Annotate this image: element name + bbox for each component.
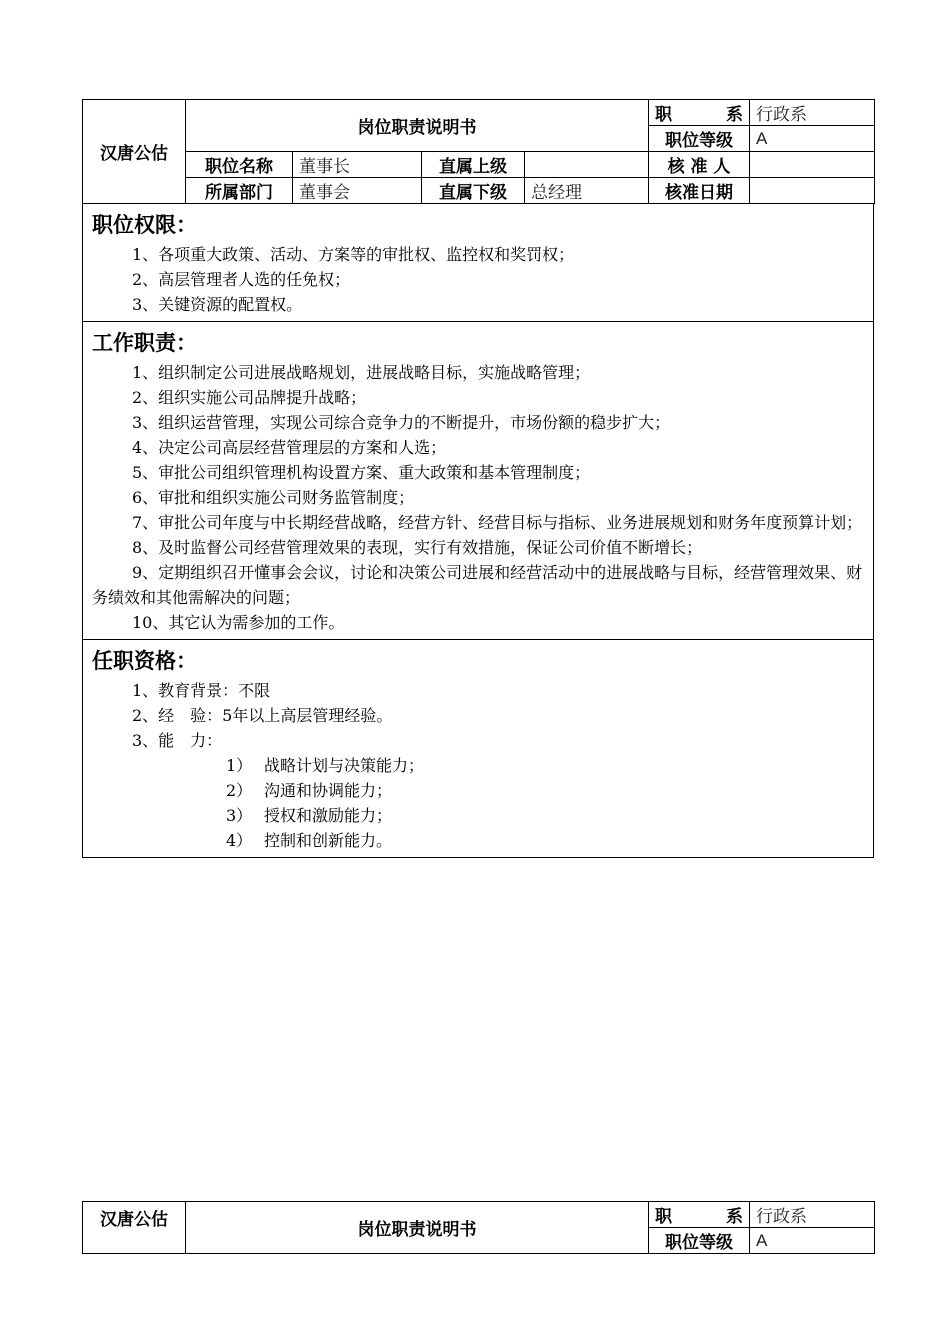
label-department-series: 职 系 <box>649 100 750 126</box>
duty-item: 3、组织运营管理，实现公司综合竞争力的不断提升，市场份额的稳步扩大； <box>132 413 671 432</box>
label-dept: 所属部门 <box>186 178 293 204</box>
ability-number: 1） <box>226 756 253 775</box>
ability-item <box>226 778 864 803</box>
ability-text: 控制和创新能力。 <box>264 831 393 850</box>
duty-item: 10、其它认为需参加的工作。 <box>132 613 345 632</box>
qualification-item: 1、教育背景：不限 <box>132 681 271 700</box>
qualifications-section <box>82 640 874 858</box>
value-approver <box>750 152 875 178</box>
ability-item <box>226 803 864 828</box>
duty-item: 5、审批公司组织管理机构设置方案、重大政策和基本管理制度； <box>132 463 591 482</box>
page2-value-series: 行政系 <box>750 1202 875 1228</box>
duty-item: 4、决定公司高层经营管理层的方案和人选； <box>132 438 447 457</box>
qualification-item: 2、经 验：5年以上高层管理经验。 <box>132 706 393 725</box>
label-position-name: 职位名称 <box>186 152 293 178</box>
label-grade: 职位等级 <box>649 126 750 152</box>
qualifications-title: 任职资格： <box>92 649 197 673</box>
ability-number: 2） <box>226 781 253 800</box>
duty-item: 2、组织实施公司品牌提升战略； <box>132 388 367 407</box>
value-subordinate: 总经理 <box>525 178 649 204</box>
ability-text: 沟通和协调能力； <box>264 781 393 800</box>
value-department-series: 行政系 <box>750 100 875 126</box>
label-approval-date: 核准日期 <box>649 178 750 204</box>
label-approver: 核 准 人 <box>649 152 750 178</box>
authority-title: 职位权限： <box>92 213 197 237</box>
page2-label-grade: 职位等级 <box>649 1228 750 1254</box>
duty-item: 8、及时监督公司经营管理效果的表现，实行有效措施，保证公司价值不断增长； <box>132 538 703 557</box>
label-subordinate: 直属下级 <box>422 178 525 204</box>
header-table <box>82 99 875 204</box>
authority-item: 1、各项重大政策、活动、方案等的审批权、监控权和奖罚权； <box>132 245 575 264</box>
page2-header <box>82 1201 874 1254</box>
duty-item: 1、组织制定公司进展战略规划，进展战略目标，实施战略管理； <box>132 363 591 382</box>
duties-title: 工作职责： <box>92 331 197 355</box>
authority-item: 2、高层管理者人选的任免权； <box>132 270 351 289</box>
value-superior <box>525 152 649 178</box>
value-dept: 董事会 <box>293 178 422 204</box>
ability-item <box>226 753 864 778</box>
ability-text: 战略计划与决策能力； <box>264 756 425 775</box>
ability-item <box>226 828 864 853</box>
duty-item: 9、定期组织召开懂事会会议，讨论和决策公司进展和经营活动中的进展战略与目标，经营管理效果、财务绩效和其他需解决的问题； <box>92 563 863 607</box>
authority-section <box>82 204 874 322</box>
page2-value-grade: A <box>750 1228 875 1254</box>
duties-section <box>82 322 874 640</box>
duty-item: 7、审批公司年度与中长期经营战略，经营方针、经营目标与指标、业务进展规划和财务年度预算计划； <box>132 513 863 532</box>
duty-item: 6、审批和组织实施公司财务监管制度； <box>132 488 415 507</box>
page2-header-table <box>82 1201 875 1254</box>
job-description-document <box>82 99 874 858</box>
page2-company-name: 汉唐公估 <box>83 1202 186 1254</box>
ability-number: 3） <box>226 806 253 825</box>
value-approval-date <box>750 178 875 204</box>
value-position-name: 董事长 <box>293 152 422 178</box>
page2-label-series: 职 系 <box>649 1202 750 1228</box>
document-title: 岗位职责说明书 <box>186 100 649 152</box>
ability-text: 授权和激励能力； <box>264 806 393 825</box>
value-grade: A <box>750 126 875 152</box>
company-name: 汉唐公估 <box>83 100 186 204</box>
ability-number: 4） <box>226 831 253 850</box>
label-superior: 直属上级 <box>422 152 525 178</box>
page2-document-title: 岗位职责说明书 <box>186 1202 649 1254</box>
authority-item: 3、关键资源的配置权。 <box>132 295 303 314</box>
qualification-item: 3、能 力： <box>132 731 223 750</box>
